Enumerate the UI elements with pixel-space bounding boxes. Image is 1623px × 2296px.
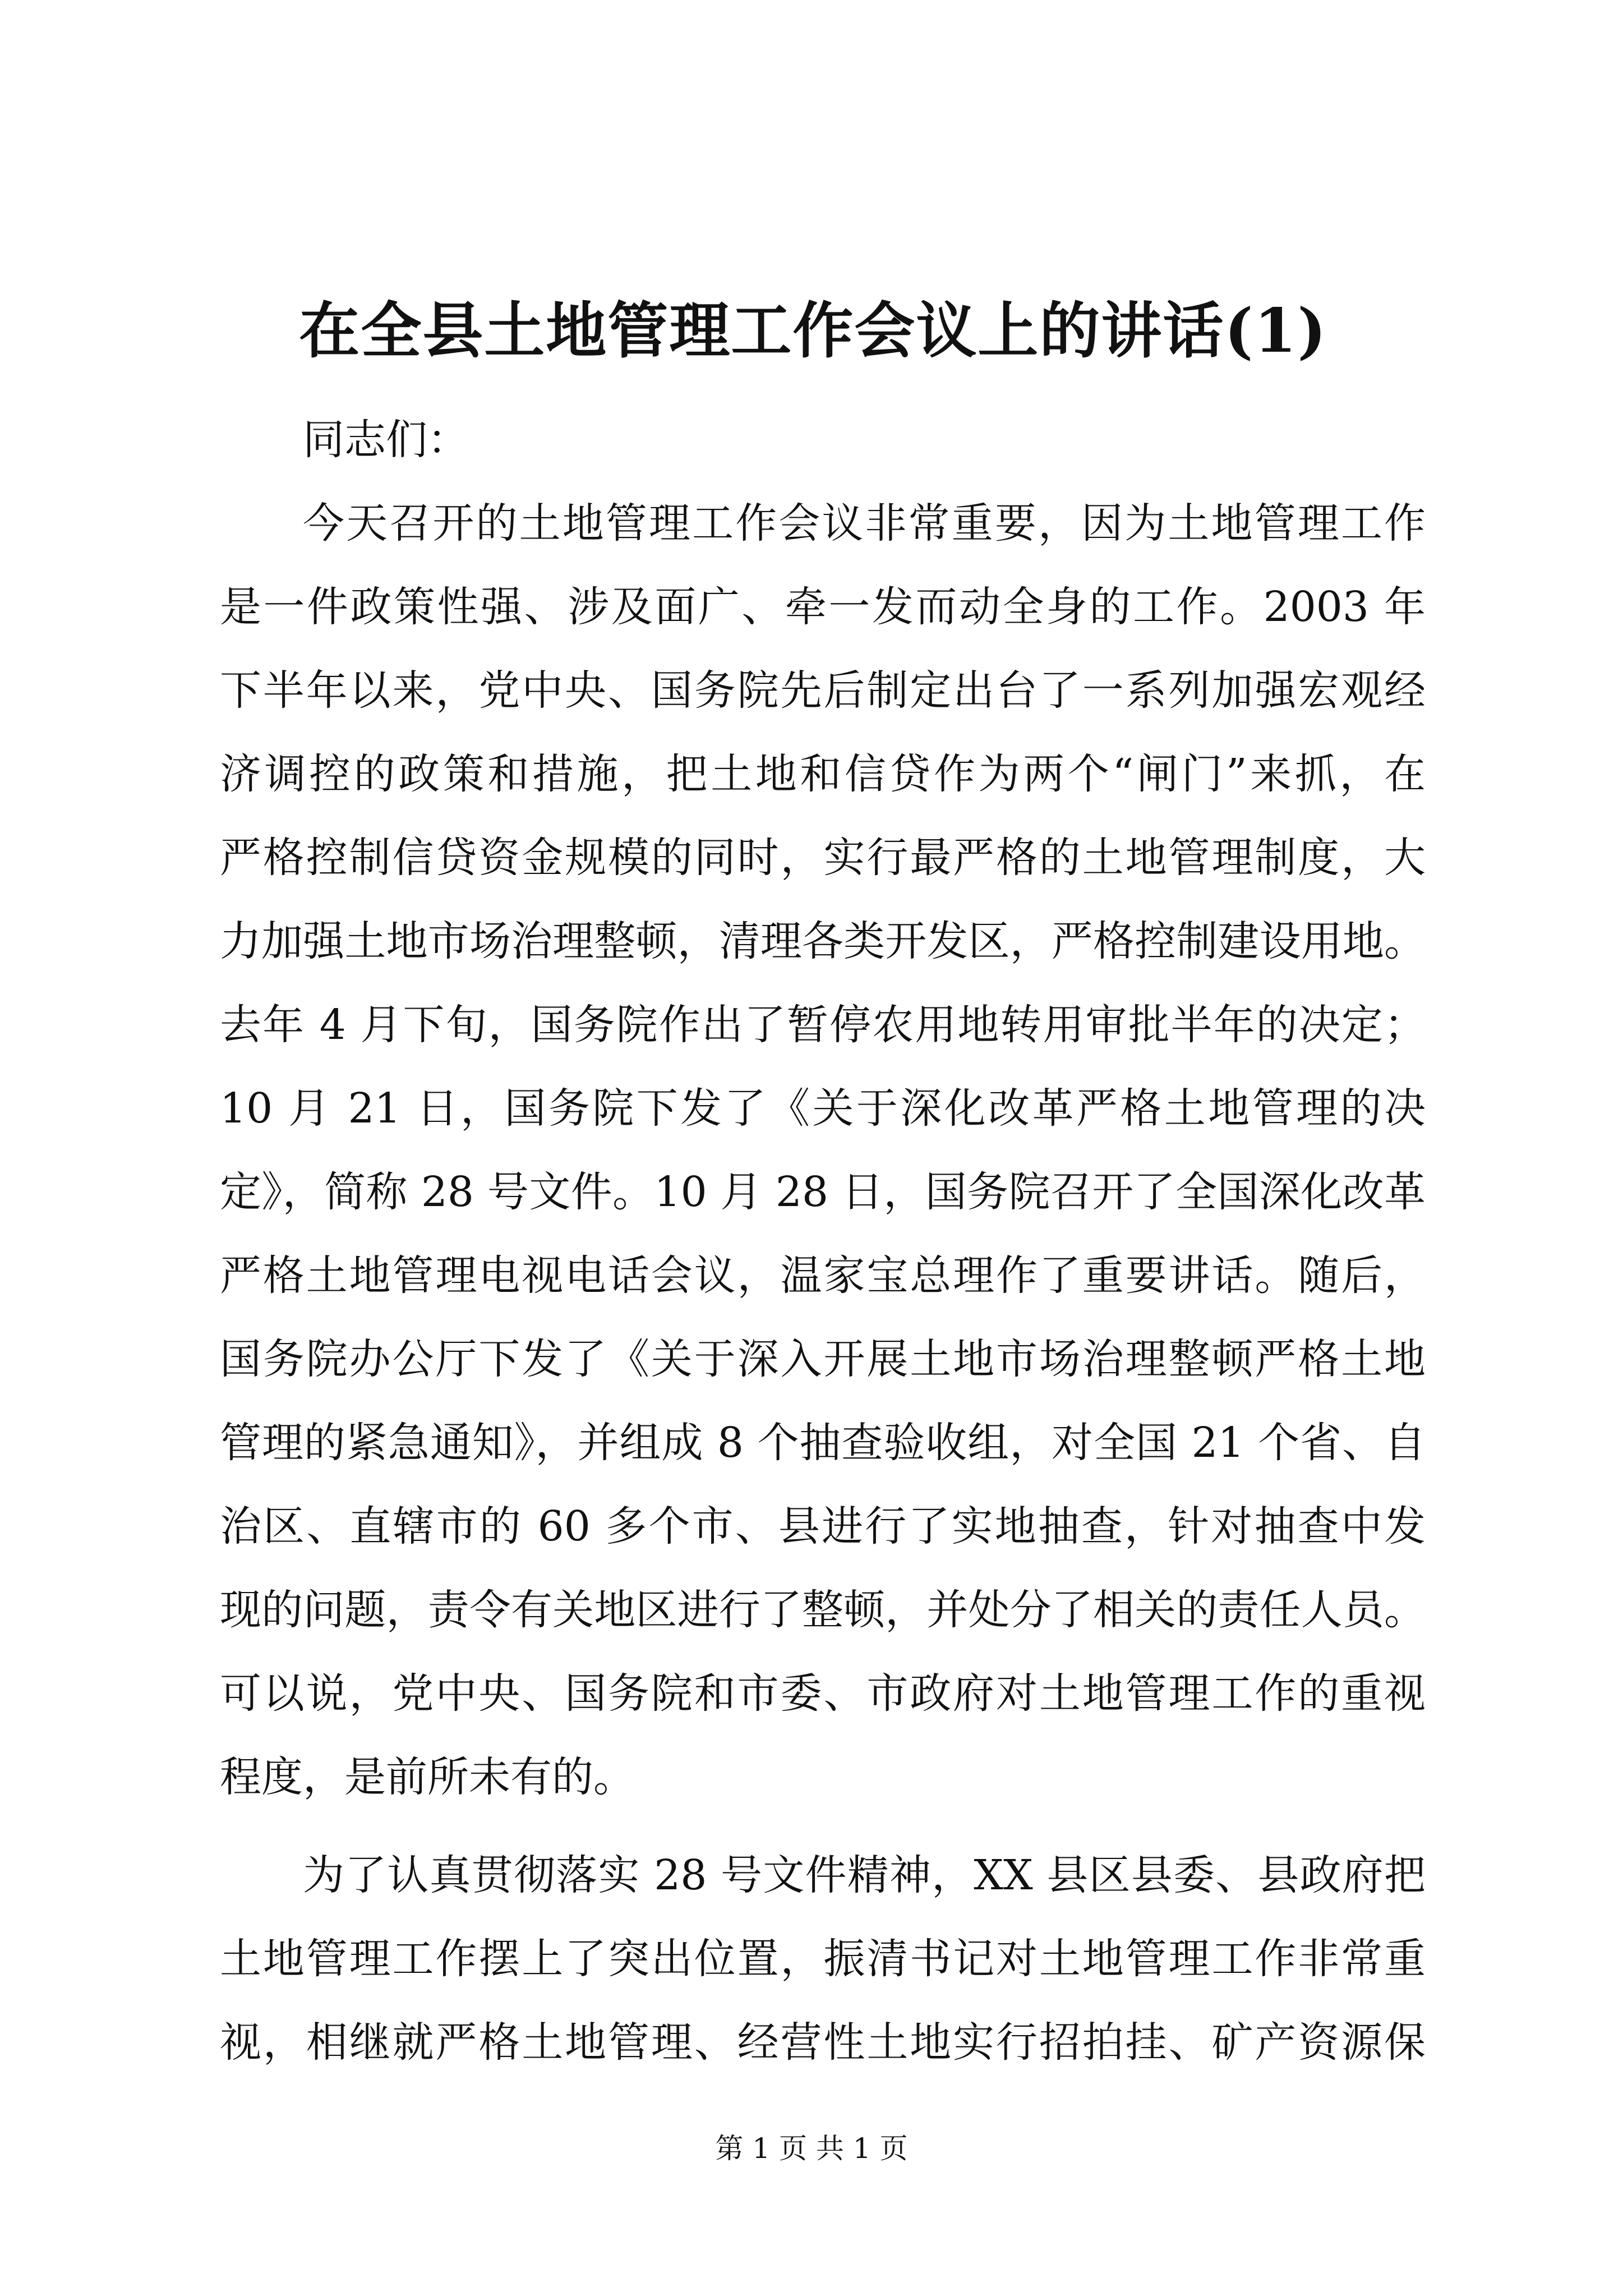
text-line: 现的问题，责令有关地区进行了整顿，并处分了相关的责任人员。 [220, 1586, 1426, 1634]
text-line: 为了认真贯彻落实 28 号文件精神，XX 县区县委、县政府把 [303, 1851, 1426, 1899]
text-line: 济调控的政策和措施，把土地和信贷作为两个“闸门”来抓，在 [220, 750, 1426, 798]
text-line: 国务院办公厅下发了《关于深入开展土地市场治理整顿严格土地 [220, 1335, 1426, 1383]
text-line: 下半年以来，党中央、国务院先后制定出台了一系列加强宏观经 [220, 666, 1426, 715]
paragraph-2 [220, 1834, 1426, 2085]
document-title: 在全县土地管理工作会议上的讲话(1) [299, 296, 1327, 366]
paragraph-spacer [220, 1819, 1426, 1834]
text-line: 力加强土地市场治理整顿，清理各类开发区，严格控制建设用地。 [220, 917, 1426, 965]
text-line: 去年 4 月下旬，国务院作出了暂停农用地转用审批半年的决定； [220, 1001, 1426, 1049]
document-body [220, 398, 1426, 2085]
page-footer: 第 1 页 共 1 页 [715, 2132, 908, 2165]
paragraph-1 [220, 482, 1426, 1819]
text-line: 今天召开的土地管理工作会议非常重要，因为土地管理工作 [303, 499, 1426, 547]
text-line: 程度，是前所未有的。 [220, 1753, 635, 1801]
text-line: 可以说，党中央、国务院和市委、市政府对土地管理工作的重视 [220, 1669, 1426, 1718]
text-line: 治区、直辖市的 60 多个市、县进行了实地抽查，针对抽查中发 [220, 1502, 1426, 1550]
text-line: 严格控制信贷资金规模的同时，实行最严格的土地管理制度，大 [220, 834, 1426, 882]
text-line: 管理的紧急通知》，并组成 8 个抽查验收组，对全国 21 个省、自 [220, 1419, 1426, 1467]
text-line: 严格土地管理电视电话会议，温家宝总理作了重要讲话。随后， [220, 1251, 1426, 1300]
text-line: 土地管理工作摆上了突出位置，振清书记对土地管理工作非常重 [220, 1935, 1426, 1983]
text-line: 10 月 21 日，国务院下发了《关于深化改革严格土地管理的决 [220, 1084, 1426, 1133]
text-line: 定》，简称 28 号文件。10 月 28 日，国务院召开了全国深化改革 [220, 1168, 1426, 1216]
text-line: 视，相继就严格土地管理、经营性土地实行招拍挂、矿产资源保 [220, 2018, 1426, 2067]
salutation: 同志们： [303, 416, 469, 464]
text-line: 是一件政策性强、涉及面广、牵一发而动全身的工作。2003 年 [220, 583, 1426, 631]
